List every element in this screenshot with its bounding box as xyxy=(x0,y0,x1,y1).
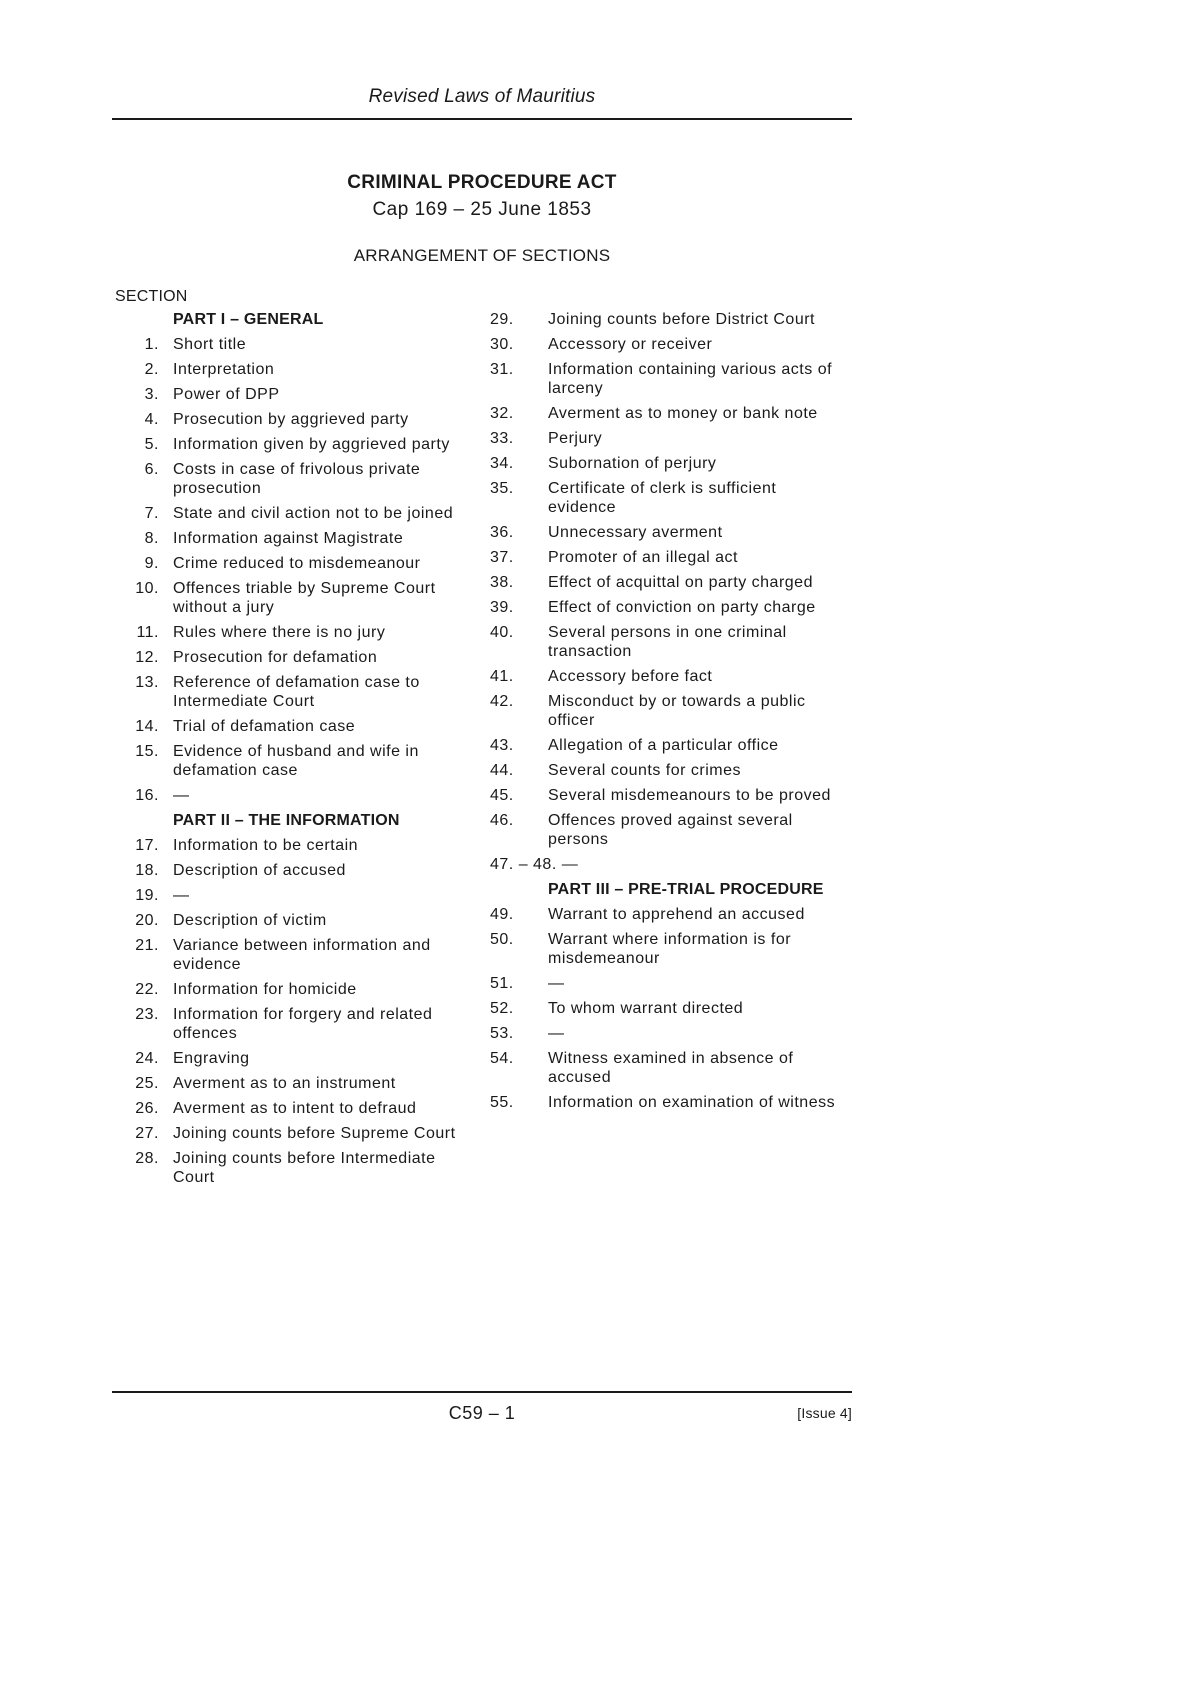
section-entry xyxy=(115,435,475,454)
section-number: 19. xyxy=(135,887,159,904)
section-entry xyxy=(490,598,845,617)
section-title: Offences proved against several persons xyxy=(548,812,793,848)
section-number: 22. xyxy=(135,981,159,998)
section-entry xyxy=(115,717,475,736)
section-title: Averment as to intent to defraud xyxy=(173,1100,417,1117)
section-entry xyxy=(490,310,845,329)
section-title: Crime reduced to misdemeanour xyxy=(173,555,421,572)
section-title: Joining counts before Supreme Court xyxy=(173,1125,456,1142)
section-entry xyxy=(115,1149,475,1187)
section-column-label: SECTION xyxy=(115,288,188,305)
section-number: 31. xyxy=(490,361,514,378)
section-title: Joining counts before Intermediate Court xyxy=(173,1150,436,1186)
section-title: Trial of defamation case xyxy=(173,718,356,735)
section-number: 21. xyxy=(135,937,159,954)
section-entry xyxy=(115,886,475,905)
section-number: 7. xyxy=(144,505,159,522)
section-number: 8. xyxy=(144,530,159,547)
section-number: 4. xyxy=(144,411,159,428)
section-entry xyxy=(490,692,845,730)
footer-rule xyxy=(112,1391,852,1393)
section-entry xyxy=(115,460,475,498)
section-number: 16. xyxy=(135,787,159,804)
section-entry xyxy=(115,529,475,548)
section-title: — xyxy=(173,787,190,804)
section-entry xyxy=(115,648,475,667)
section-number: 53. xyxy=(490,1025,514,1042)
section-number: 1. xyxy=(144,336,159,353)
section-title: Prosecution by aggrieved party xyxy=(173,411,409,428)
act-title: CRIMINAL PROCEDURE ACT xyxy=(347,172,617,193)
section-entry xyxy=(490,930,845,968)
section-number: 6. xyxy=(144,461,159,478)
section-title: Costs in case of frivolous private prosecution xyxy=(173,461,421,497)
section-title: Information against Magistrate xyxy=(173,530,404,547)
section-number: 55. xyxy=(490,1094,514,1111)
section-title: — xyxy=(173,887,190,904)
section-entry xyxy=(115,980,475,999)
section-entry xyxy=(490,335,845,354)
section-number: 37. xyxy=(490,549,514,566)
section-title: Power of DPP xyxy=(173,386,280,403)
section-entry xyxy=(490,905,845,924)
section-title: Several counts for crimes xyxy=(548,762,742,779)
section-number: 2. xyxy=(144,361,159,378)
section-number: 12. xyxy=(135,649,159,666)
section-title: Accessory or receiver xyxy=(548,336,713,353)
section-number: 44. xyxy=(490,762,514,779)
section-entry xyxy=(115,554,475,573)
section-number: 49. xyxy=(490,906,514,923)
section-number: 23. xyxy=(135,1006,159,1023)
section-entry xyxy=(490,523,845,542)
section-entry xyxy=(490,786,845,805)
section-title: Evidence of husband and wife in defamation case xyxy=(173,743,419,779)
section-entry xyxy=(490,667,845,686)
section-entry xyxy=(490,479,845,517)
section-number: 52. xyxy=(490,1000,514,1017)
section-number: 39. xyxy=(490,599,514,616)
issue-label: [Issue 4] xyxy=(797,1405,852,1421)
section-entry xyxy=(115,836,475,855)
section-entry xyxy=(490,429,845,448)
section-number: 38. xyxy=(490,574,514,591)
section-title: Unnecessary averment xyxy=(548,524,723,541)
section-entry xyxy=(115,360,475,379)
section-number: 34. xyxy=(490,455,514,472)
section-title: Information for forgery and related offences xyxy=(173,1006,433,1042)
section-number: 17. xyxy=(135,837,159,854)
section-number: 5. xyxy=(144,436,159,453)
part-heading: PART II – THE INFORMATION xyxy=(173,812,400,829)
section-number: 3. xyxy=(144,386,159,403)
section-title: Rules where there is no jury xyxy=(173,624,386,641)
section-title: Interpretation xyxy=(173,361,275,378)
section-number: 32. xyxy=(490,405,514,422)
section-title: Subornation of perjury xyxy=(548,455,717,472)
section-entry xyxy=(115,504,475,523)
section-title: Several persons in one criminal transaction xyxy=(548,624,787,660)
section-entry xyxy=(115,911,475,930)
section-number: 42. xyxy=(490,693,514,710)
section-entry xyxy=(115,861,475,880)
section-entry xyxy=(115,673,475,711)
section-title: Variance between information and evidence xyxy=(173,937,431,973)
section-number: 33. xyxy=(490,430,514,447)
section-entry xyxy=(115,1005,475,1043)
section-number: 9. xyxy=(144,555,159,572)
section-entry xyxy=(115,936,475,974)
section-entry xyxy=(115,410,475,429)
section-title: Effect of acquittal on party charged xyxy=(548,574,813,591)
section-entry xyxy=(490,811,845,849)
section-title: Prosecution for defamation xyxy=(173,649,378,666)
section-title: Joining counts before District Court xyxy=(548,311,815,328)
section-entry xyxy=(490,573,845,592)
section-number: 46. xyxy=(490,812,514,829)
section-title: Allegation of a particular office xyxy=(548,737,779,754)
section-entry xyxy=(490,548,845,567)
section-entry xyxy=(115,335,475,354)
section-title: Warrant to apprehend an accused xyxy=(548,906,805,923)
section-title: Misconduct by or towards a public officer xyxy=(548,693,806,729)
section-entry xyxy=(490,454,845,473)
act-cap-date: Cap 169 – 25 June 1853 xyxy=(372,199,592,220)
section-number: 35. xyxy=(490,480,514,497)
section-title: Information containing various acts of larceny xyxy=(548,361,833,397)
section-entry xyxy=(115,1124,475,1143)
part-heading: PART III – PRE-TRIAL PROCEDURE xyxy=(548,881,824,898)
section-title: Several misdemeanours to be proved xyxy=(548,787,831,804)
section-number: 54. xyxy=(490,1050,514,1067)
section-entry xyxy=(490,1024,845,1043)
section-entry xyxy=(115,1049,475,1068)
section-number: 45. xyxy=(490,787,514,804)
section-number: 30. xyxy=(490,336,514,353)
section-entry xyxy=(490,1093,845,1112)
section-number: 13. xyxy=(135,674,159,691)
section-number: 18. xyxy=(135,862,159,879)
section-title: Information given by aggrieved party xyxy=(173,436,450,453)
section-number: 51. xyxy=(490,975,514,992)
section-number: 27. xyxy=(135,1125,159,1142)
section-entry xyxy=(490,736,845,755)
section-entry xyxy=(115,786,475,805)
section-entry xyxy=(115,1074,475,1093)
section-number: 50. xyxy=(490,931,514,948)
section-number: 43. xyxy=(490,737,514,754)
section-title: Promoter of an illegal act xyxy=(548,549,738,566)
section-entry xyxy=(490,404,845,423)
section-number: 29. xyxy=(490,311,514,328)
section-title: Certificate of clerk is sufficient evidence xyxy=(548,480,777,516)
header-rule xyxy=(112,118,852,120)
section-number: 28. xyxy=(135,1150,159,1167)
section-title: Witness examined in absence of accused xyxy=(548,1050,794,1086)
section-number: 26. xyxy=(135,1100,159,1117)
section-entry xyxy=(115,385,475,404)
section-number: 25. xyxy=(135,1075,159,1092)
section-title: Perjury xyxy=(548,430,603,447)
section-number: 40. xyxy=(490,624,514,641)
section-number: 11. xyxy=(136,624,159,641)
section-title: — xyxy=(548,975,565,992)
section-entry xyxy=(490,974,845,993)
section-title: Short title xyxy=(173,336,247,353)
section-entry xyxy=(490,999,845,1018)
section-entry xyxy=(115,579,475,617)
section-number: 10. xyxy=(135,580,159,597)
section-entry xyxy=(115,1099,475,1118)
section-title: Information on examination of witness xyxy=(548,1094,836,1111)
section-title: Offences triable by Supreme Court without a jury xyxy=(173,580,436,616)
section-number: 24. xyxy=(135,1050,159,1067)
section-entry xyxy=(490,360,845,398)
section-number: 36. xyxy=(490,524,514,541)
section-entry xyxy=(490,623,845,661)
section-title: To whom warrant directed xyxy=(548,1000,744,1017)
section-title: State and civil action not to be joined xyxy=(173,505,454,522)
section-number: 15. xyxy=(135,743,159,760)
section-range-entry: 47. – 48. — xyxy=(490,856,579,873)
section-number: 20. xyxy=(135,912,159,929)
section-title: Description of victim xyxy=(173,912,327,929)
section-entry xyxy=(115,623,475,642)
section-title: Warrant where information is for misdemeanour xyxy=(548,931,792,967)
section-title: Description of accused xyxy=(173,862,346,879)
section-title: Engraving xyxy=(173,1050,250,1067)
sections-left-column xyxy=(115,310,475,1193)
section-entry xyxy=(115,742,475,780)
section-number: 41. xyxy=(490,668,514,685)
section-number: 14. xyxy=(135,718,159,735)
section-title: Effect of conviction on party charge xyxy=(548,599,816,616)
section-title: Information to be certain xyxy=(173,837,359,854)
sections-right-column xyxy=(490,310,845,1118)
running-header-title: Revised Laws of Mauritius xyxy=(368,86,596,107)
section-entry xyxy=(490,761,845,780)
section-title: — xyxy=(548,1025,565,1042)
section-title: Reference of defamation case to Intermediate Court xyxy=(173,674,420,710)
section-entry xyxy=(490,1049,845,1087)
arrangement-heading: ARRANGEMENT OF SECTIONS xyxy=(353,246,611,265)
section-title: Averment as to money or bank note xyxy=(548,405,818,422)
section-title: Information for homicide xyxy=(173,981,357,998)
part-heading: PART I – GENERAL xyxy=(173,311,324,328)
section-title: Accessory before fact xyxy=(548,668,713,685)
page-number: C59 – 1 xyxy=(448,1403,516,1423)
section-title: Averment as to an instrument xyxy=(173,1075,396,1092)
